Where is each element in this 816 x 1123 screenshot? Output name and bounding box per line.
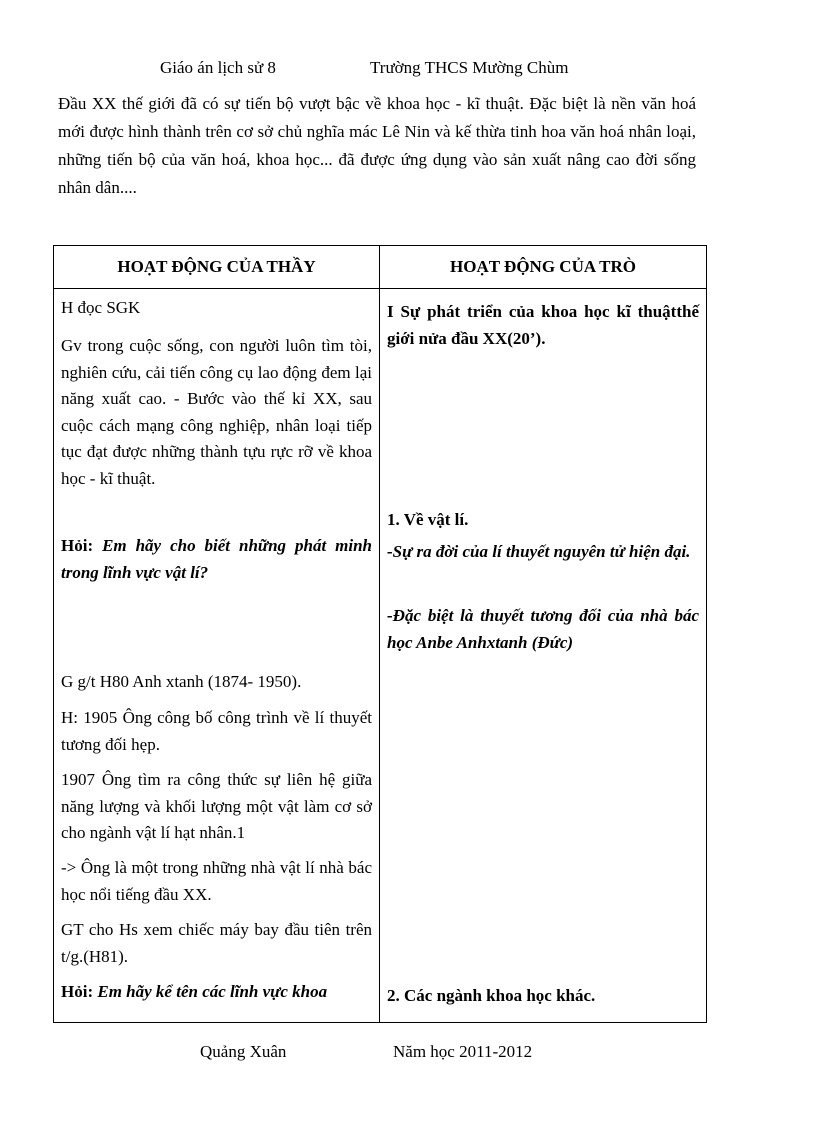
teacher-p4: H: 1905 Ông công bố công trình về lí thuyết tương đối hẹp. [61, 708, 372, 754]
student-item-1: -Sự ra đời của lí thuyết nguyên tử hiện đại. [387, 542, 691, 561]
lesson-table [53, 245, 707, 1023]
student-column-header: HOẠT ĐỘNG CỦA TRÒ [380, 246, 707, 289]
question-label: Hỏi: [61, 536, 94, 555]
teacher-question-2 [61, 979, 372, 1006]
teacher-question-1 [61, 533, 372, 586]
intro-text: Đầu XX thế giới đã có sự tiến bộ vượt bậc về khoa học - kĩ thuật. Đặc biệt là nền văn hoá mới được hình thành trên cơ sở chủ nghĩa mác Lê Nin và kế thừa tinh hoa văn hoá nhân loại, những tiến bộ của văn hoá, khoa học... đã được ứng dụng vào sản xuất nâng cao đời sống nhân dân.... [58, 94, 696, 197]
footer-school-year: Năm học 2011-2012 [393, 1042, 533, 1061]
question-text: Em hãy kể tên các lĩnh vực khoa [93, 982, 328, 1001]
header-subject: Giáo án lịch sử 8 [160, 58, 276, 77]
student-sub-2: 2. Các ngành khoa học khác. [387, 986, 596, 1005]
table-row [54, 289, 707, 1023]
footer-location: Quảng Xuân [200, 1042, 287, 1061]
teacher-p5: 1907 Ông tìm ra công thức sự liên hệ giữa năng lượng và khối lượng một vật làm cơ sở cho ngành vật lí hạt nhân.1 [61, 770, 372, 842]
teacher-p7: GT cho Hs xem chiếc máy bay đầu tiên trên t/g.(H81). [61, 920, 372, 966]
table-header-row [54, 246, 707, 289]
intro-paragraph [58, 90, 696, 202]
teacher-p1: H đọc SGK [61, 298, 141, 317]
question-label: Hỏi: [61, 982, 94, 1001]
teacher-p6: -> Ông là một trong những nhà vật lí nhà bác học nổi tiếng đầu XX. [61, 858, 372, 904]
teacher-column-header: HOẠT ĐỘNG CỦA THẦY [54, 246, 380, 289]
student-sub-1: 1. Về vật lí. [387, 510, 469, 529]
teacher-p3: G g/t H80 Anh xtanh (1874- 1950). [61, 672, 302, 691]
teacher-activity-cell [54, 289, 380, 1023]
student-section-1: I Sự phát triển của khoa học kĩ thuậtthế giới nửa đầu XX(20’). [387, 302, 699, 348]
student-activity-cell [380, 289, 707, 1023]
teacher-p2: Gv trong cuộc sống, con người luôn tìm tòi, nghiên cứu, cải tiến công cụ lao động đem lại năng xuất cao. - Bước vào thế kỉ XX, sau cuộc cách mạng công nghiệp, nhân loại tiếp tục đạt được những thành tựu rực rỡ về khoa học - kĩ thuật. [61, 336, 372, 488]
header-school: Trường THCS Mường Chùm [370, 58, 569, 77]
question-text: Em hãy cho biết những phát minh trong lĩnh vực vật lí? [61, 536, 372, 582]
student-item-2: -Đặc biệt là thuyết tương đối của nhà bác học Anbe Anhxtanh (Đức) [387, 606, 699, 652]
